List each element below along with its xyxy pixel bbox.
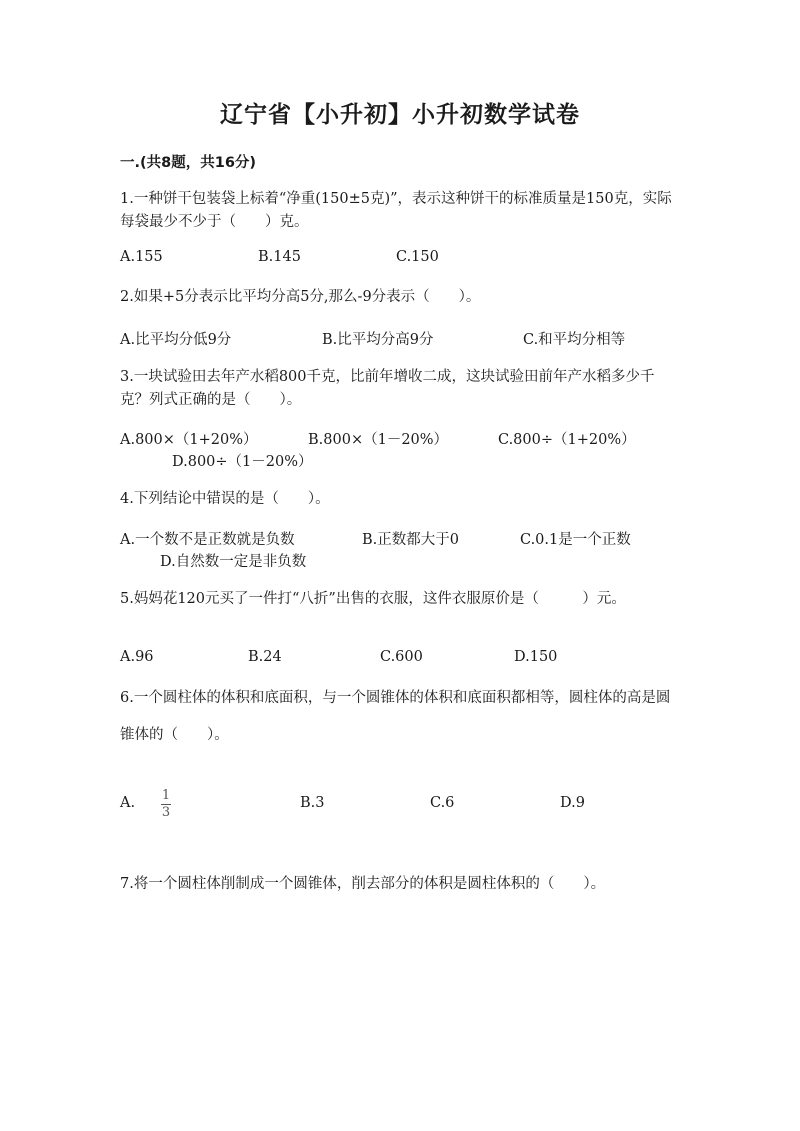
q6-option-a-fraction xyxy=(161,789,171,820)
q6-option-d[interactable]: D.9 xyxy=(560,795,585,811)
question-4: 4.下列结论中错误的是（ ）。 xyxy=(120,491,330,507)
question-6: 6.一个圆柱体的体积和底面积，与一个圆锥体的体积和底面积都相等，圆柱体的高是圆锥体的（ ）。 xyxy=(120,690,671,743)
q4-option-c[interactable]: C.0.1是一个正数 xyxy=(520,532,631,548)
q5-option-a[interactable]: A.96 xyxy=(120,649,154,665)
q6-option-a[interactable]: A. xyxy=(120,795,136,811)
q5-option-b[interactable]: B.24 xyxy=(248,649,282,665)
q6-option-c[interactable]: C.6 xyxy=(430,795,455,811)
q3-option-d[interactable]: D.800÷（1－20%） xyxy=(172,454,313,470)
q4-option-a[interactable]: A.一个数不是正数就是负数 xyxy=(120,532,295,548)
q2-option-c[interactable]: C.和平均分相等 xyxy=(523,332,626,348)
q3-option-b[interactable]: B.800×（1－20%） xyxy=(308,432,449,448)
fraction-numerator: 1 xyxy=(161,788,171,803)
q1-option-a[interactable]: A.155 xyxy=(120,249,163,265)
question-2: 2.如果+5分表示比平均分高5分,那么-9分表示（ ）。 xyxy=(120,289,481,305)
fraction-denominator: 3 xyxy=(161,805,171,820)
q1-option-b[interactable]: B.145 xyxy=(258,249,301,265)
q4-option-d[interactable]: D.自然数一定是非负数 xyxy=(160,554,307,570)
q5-option-d[interactable]: D.150 xyxy=(514,649,558,665)
question-3: 3.一块试验田去年产水稻800千克，比前年增收二成，这块试验田前年产水稻多少千克？列式正确的是（ ）。 xyxy=(120,369,655,408)
q1-option-c[interactable]: C.150 xyxy=(396,249,439,265)
q3-option-a[interactable]: A.800×（1+20%） xyxy=(120,432,258,448)
exam-title: 辽宁省【小升初】小升初数学试卷 xyxy=(220,102,580,128)
q6-option-b[interactable]: B.3 xyxy=(300,795,325,811)
q2-option-a[interactable]: A.比平均分低9分 xyxy=(120,332,232,348)
q5-option-c[interactable]: C.600 xyxy=(380,649,423,665)
q4-option-b[interactable]: B.正数都大于0 xyxy=(362,532,459,548)
question-7: 7.将一个圆柱体削制成一个圆锥体，削去部分的体积是圆柱体积的（ ）。 xyxy=(120,876,606,892)
question-1: 1.一种饼干包装袋上标着“净重(150±5克)”，表示这种饼干的标准质量是150克，实际每袋最少不少于（ ）克。 xyxy=(120,191,672,230)
q3-option-c[interactable]: C.800÷（1+20%） xyxy=(498,432,636,448)
q2-option-b[interactable]: B.比平均分高9分 xyxy=(322,332,434,348)
section-heading: 一.(共8题，共16分) xyxy=(120,155,257,171)
question-5: 5.妈妈花120元买了一件打“八折”出售的衣服，这件衣服原价是（ ）元。 xyxy=(120,591,626,607)
